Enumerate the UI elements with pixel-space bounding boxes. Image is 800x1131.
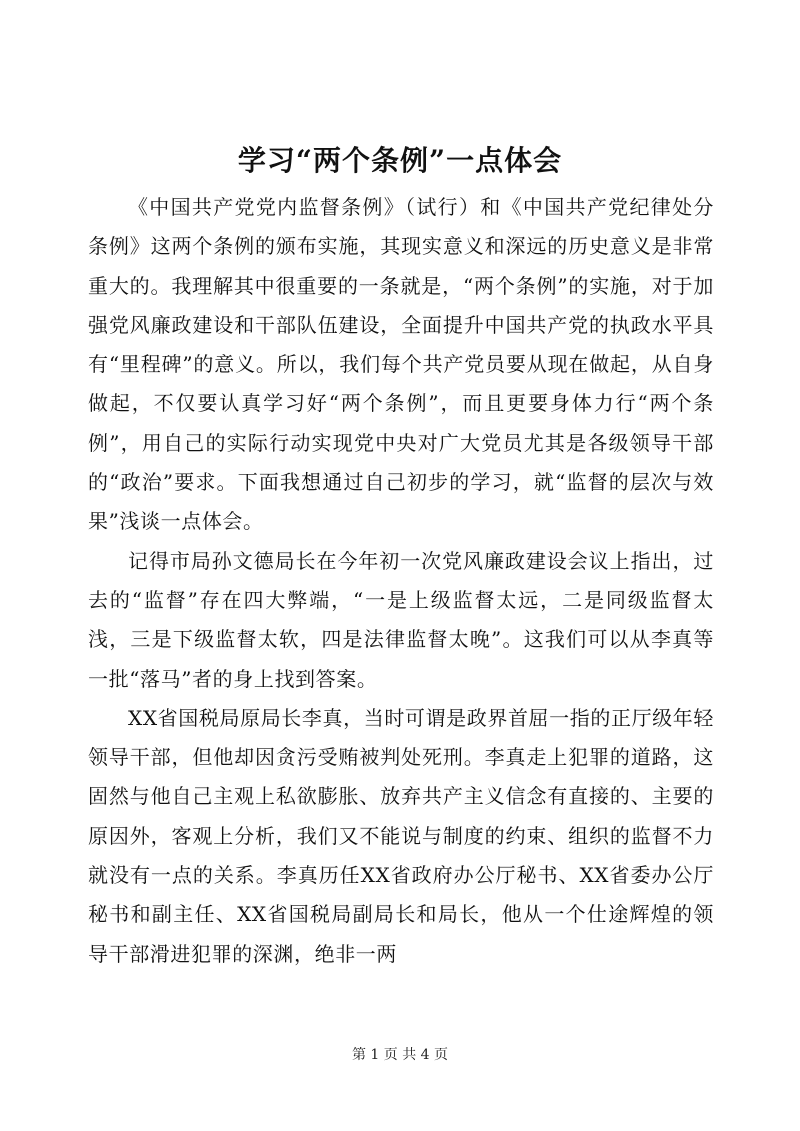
paragraph-1: 《中国共产党党内监督条例》（试行）和《中国共产党纪律处分条例》这两个条例的颁布实施，其现实意义和深远的历史意义是非常重大的。我理解其中很重要的一条就是，“两个条例”的实施，对于加强党风廉政建设和干部队伍建设，全面提升中国共产党的执政水平具有“里程碑”的意义。所以，我们每个共产党员要从现在做起，从自身做起，不仅要认真学习好“两个条例”，而且更要身体力行“两个条例”，用自己的实际行动实现党中央对广大党员尤其是各级领导干部的“政治”要求。下面我想通过自己初步的学习，就“监督的层次与效果”浅谈一点体会。 bbox=[88, 195, 714, 534]
page-number-footer: 第 1 页 共 4 页 bbox=[351, 1047, 449, 1063]
document-body bbox=[88, 188, 714, 974]
page-title: 学习“两个条例”一点体会 bbox=[237, 144, 563, 177]
paragraph-3: XX省国税局原局长李真，当时可谓是政界首屈一指的正厅级年轻领导干部，但他却因贪污受贿被判处死刑。李真走上犯罪的道路，这固然与他自己主观上私欲膨胀、放弃共产主义信念有直接的、主要的原因外，客观上分析，我们又不能说与制度的约束、组织的监督不力就没有一点的关系。李真历任XX省政府办公厅秘书、XX省委办公厅秘书和副主任、XX省国税局副局长和局长，他从一个仕途辉煌的领导干部滑进犯罪的深渊，绝非一两 bbox=[88, 705, 714, 966]
paragraph-2: 记得市局孙文德局长在今年初一次党风廉政建设会议上指出，过去的“监督”存在四大弊端，“一是上级监督太远，二是同级监督太浅，三是下级监督太软，四是法律监督太晚”。这我们可以从李真等一批“落马”者的身上找到答案。 bbox=[88, 548, 714, 691]
